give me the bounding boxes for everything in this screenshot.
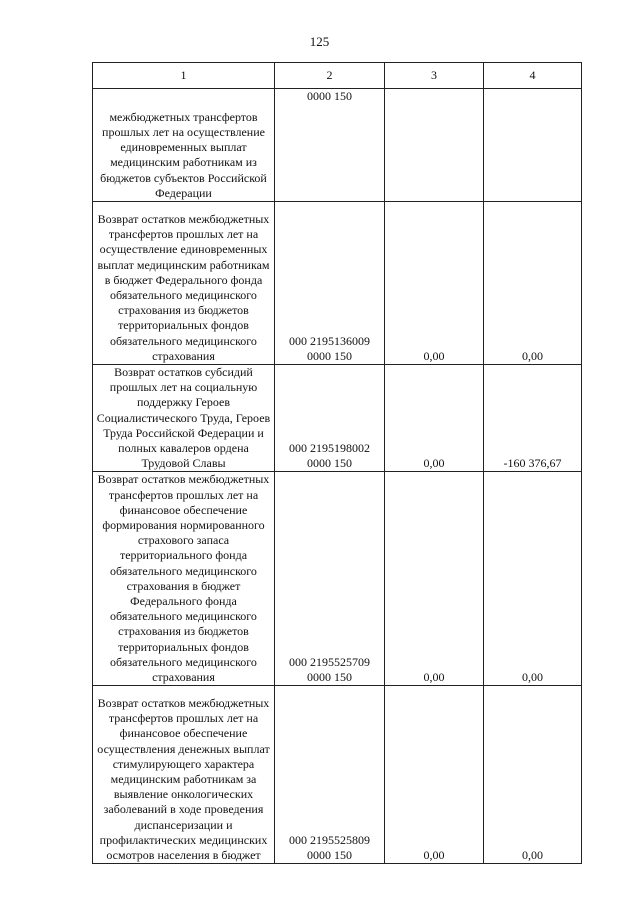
row-code-line1: 000 2195525809 [289,832,370,847]
row-code-line1: 000 2195136009 [289,333,370,348]
row-value-col3: 0,00 [385,365,484,472]
budget-table [92,62,582,864]
row-value-col3: 0,00 [385,686,484,864]
row-name: Возврат остатков субсидий прошлых лет на социальную поддержку Героев Социалистического Труда, Героев Труда Российской Федерации и полных кавалеров ордена Трудовой Славы [93,365,275,472]
table-row [93,89,582,202]
row-code-line2: 0000 150 [307,348,352,363]
row-value-col4: -160 376,67 [484,365,582,472]
table-row [93,686,582,864]
row-code [275,202,385,365]
row-value-col4 [484,89,582,202]
column-header-3: 3 [385,63,484,89]
column-header-1: 1 [93,63,275,89]
table-row [93,472,582,686]
row-code-line2: 0000 150 [307,670,352,685]
row-code-line2: 0000 150 [307,848,352,863]
row-value-col3: 0,00 [385,202,484,365]
row-code-line2: 0000 150 [307,456,352,471]
page-number: 125 [309,34,330,49]
row-code [275,365,385,472]
table-row [93,202,582,365]
row-value-col4: 0,00 [484,202,582,365]
row-value-col4: 0,00 [484,686,582,864]
row-code [275,472,385,686]
row-code [275,89,385,202]
row-code [275,686,385,864]
row-value-col3: 0,00 [385,472,484,686]
column-header-4: 4 [484,63,582,89]
row-code-line1: 000 2195198002 [289,441,370,456]
table-row [93,365,582,472]
row-value-col3 [385,89,484,202]
row-name: Возврат остатков межбюджетных трансфертов прошлых лет на финансовое обеспечение формирования нормированного страхового запаса территориального фонда обязательного медицинского страхования в бюджет Федерального фонда обязательного медицинского страхования из бюджетов территориальных фондов обязательного медицинского страхования [93,472,275,686]
row-name: Возврат остатков межбюджетных трансфертов прошлых лет на осуществление единовременных выплат медицинским работникам в бюджет Федерального фонда обязательного медицинского страхования из бюджетов территориальных фондов обязательного медицинского страхования [93,202,275,365]
column-header-2: 2 [275,63,385,89]
row-code-line1: 000 2195525709 [289,654,370,669]
table-header-row [93,63,582,89]
row-name: межбюджетных трансфертов прошлых лет на осуществление единовременных выплат медицинским работникам из бюджетов субъектов Российской Федерации [93,89,275,202]
row-value-col4: 0,00 [484,472,582,686]
row-code-line1: 0000 150 [307,89,352,103]
row-name: Возврат остатков межбюджетных трансфертов прошлых лет на финансовое обеспечение осуществления денежных выплат стимулирующего характера медицинским работникам за выявление онкологических заболеваний в ходе проведения диспансеризации и профилактических медицинских осмотров населения в бюджет [93,686,275,864]
